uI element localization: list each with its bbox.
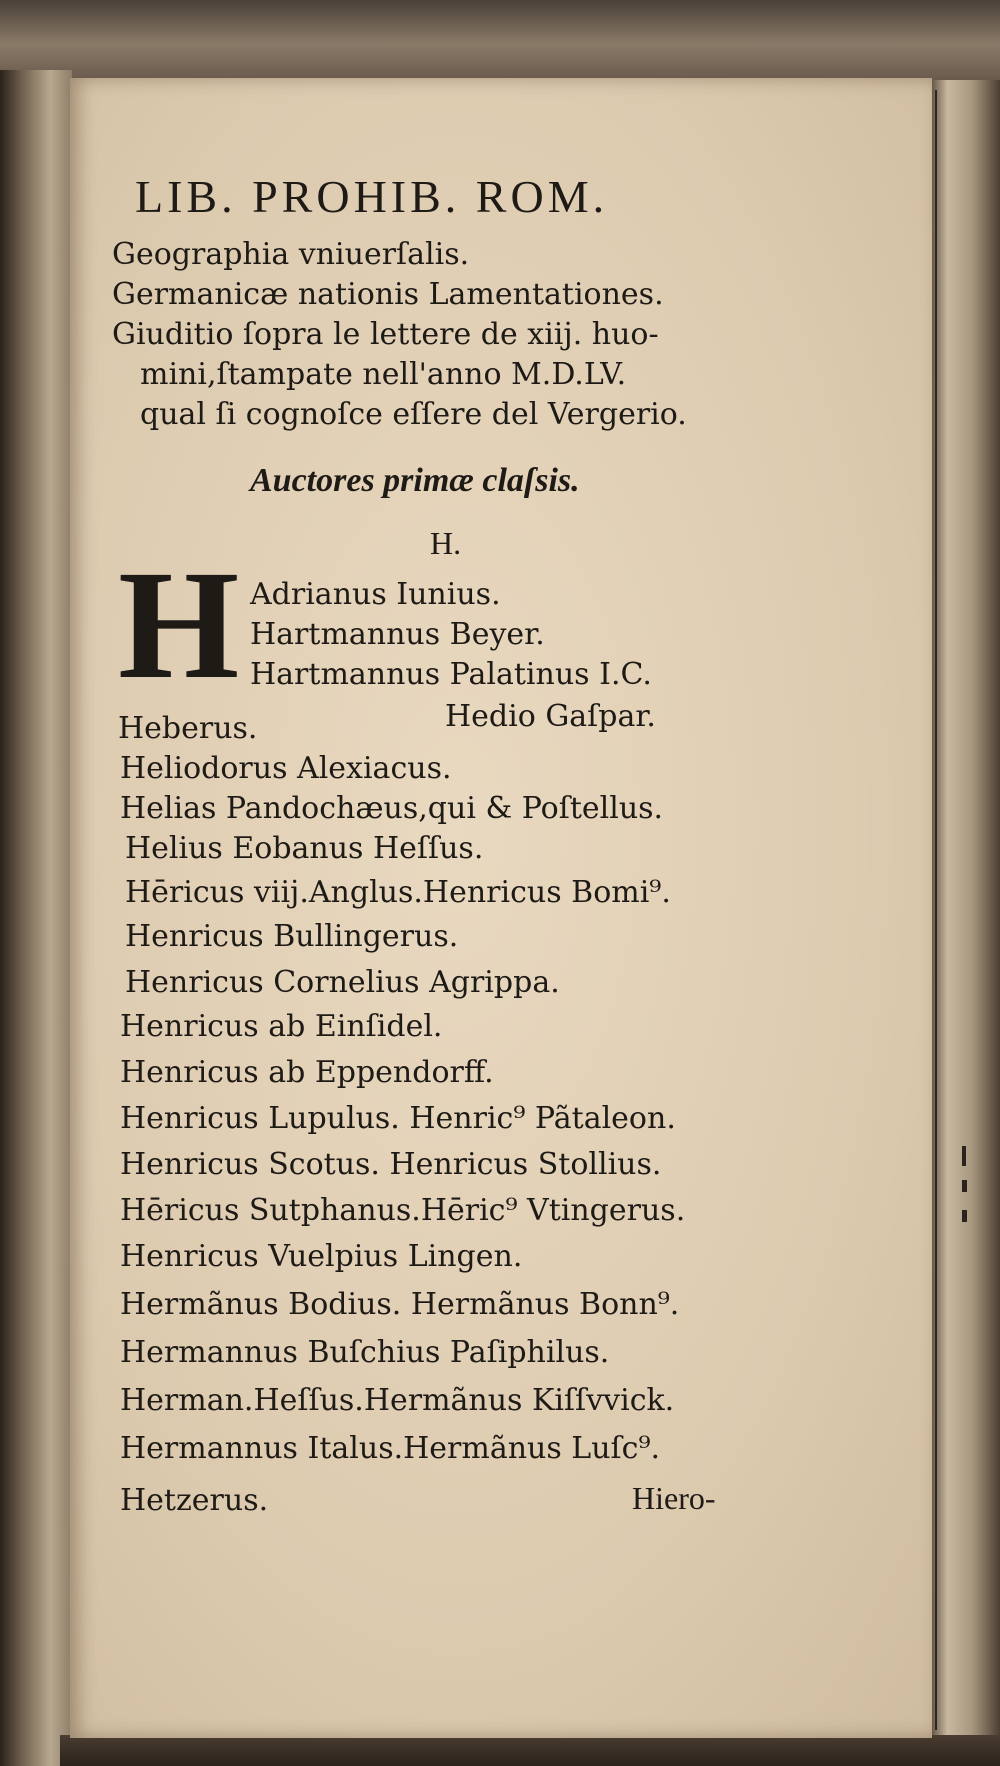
entry-left: Heliodorus Alexiacus.: [120, 751, 452, 786]
entry-left: Helius Eobanus Heſſus.: [125, 831, 484, 866]
entry-left: Henricus ab Eppendorff.: [120, 1055, 494, 1090]
entry-left: Hetzerus.: [120, 1483, 269, 1518]
entry-left: Henricus ab Einſidel.: [120, 1009, 443, 1044]
entry-left: Hēricus viij.Anglus.Henricus Bomi⁹.: [125, 875, 671, 910]
letter-heading: H.: [430, 525, 462, 561]
intro-line-3: Giuditio ſopra le lettere de xiij. huo-: [112, 317, 659, 352]
dropcap-line-2: Hartmannus Beyer.: [250, 617, 545, 652]
section-title: Auctores primæ claſsis.: [250, 462, 580, 499]
intro-line-4: mini,ſtampate nell'anno M.D.LV.: [140, 357, 627, 392]
entry-left: Henricus Scotus. Henricus Stollius.: [120, 1147, 662, 1182]
book-bottom-edge: [60, 1735, 1000, 1766]
catchword: Hiero-: [632, 1480, 716, 1516]
entry-left: Hermannus Italus.Hermãnus Luſc⁹.: [120, 1431, 660, 1466]
entry-left: Herman.Heſſus.Hermãnus Kiſſvvick.: [120, 1383, 675, 1418]
entry-right: Hedio Gaſpar.: [445, 699, 656, 734]
entry-left: Henricus Cornelius Agrippa.: [125, 965, 560, 1000]
intro-line-5: qual ſi cognoſce eſſere del Vergerio.: [140, 397, 687, 432]
dropcap-line-1: Adrianus Iunius.: [250, 577, 501, 612]
intro-line-1: Geographia vniuerſalis.: [112, 237, 470, 272]
entry-left: Henricus Vuelpius Lingen.: [120, 1239, 523, 1274]
margin-mark: [962, 1146, 966, 1166]
entry-left: Helias Pandochæus,qui & Poſtellus.: [120, 791, 664, 826]
entry-left: Hermãnus Bodius. Hermãnus Bonn⁹.: [120, 1287, 680, 1322]
intro-line-2: Germanicæ nationis Lamentationes.: [112, 277, 664, 312]
page-header: LIB. PROHIB. ROM.: [135, 171, 609, 222]
left-page-edges: [0, 70, 72, 1766]
entry-left: Henricus Bullingerus.: [125, 919, 459, 954]
margin-mark: [962, 1180, 967, 1192]
margin-mark: [962, 1210, 967, 1222]
entry-left: Henricus Lupulus. Henric⁹ Pãtaleon.: [120, 1101, 676, 1136]
entry-left: Hermannus Buſchius Paſiphilus.: [120, 1335, 610, 1370]
dropcap-line-3: Hartmannus Palatinus I.C.: [250, 657, 652, 692]
right-page-edges: [930, 80, 1000, 1766]
drop-cap: H: [118, 538, 240, 711]
book-top-edge: [0, 0, 1000, 80]
page-border-rule: [935, 90, 937, 1730]
entry-left: Heberus.: [118, 711, 258, 746]
entry-left: Hēricus Sutphanus.Hēric⁹ Vtingerus.: [120, 1193, 686, 1228]
